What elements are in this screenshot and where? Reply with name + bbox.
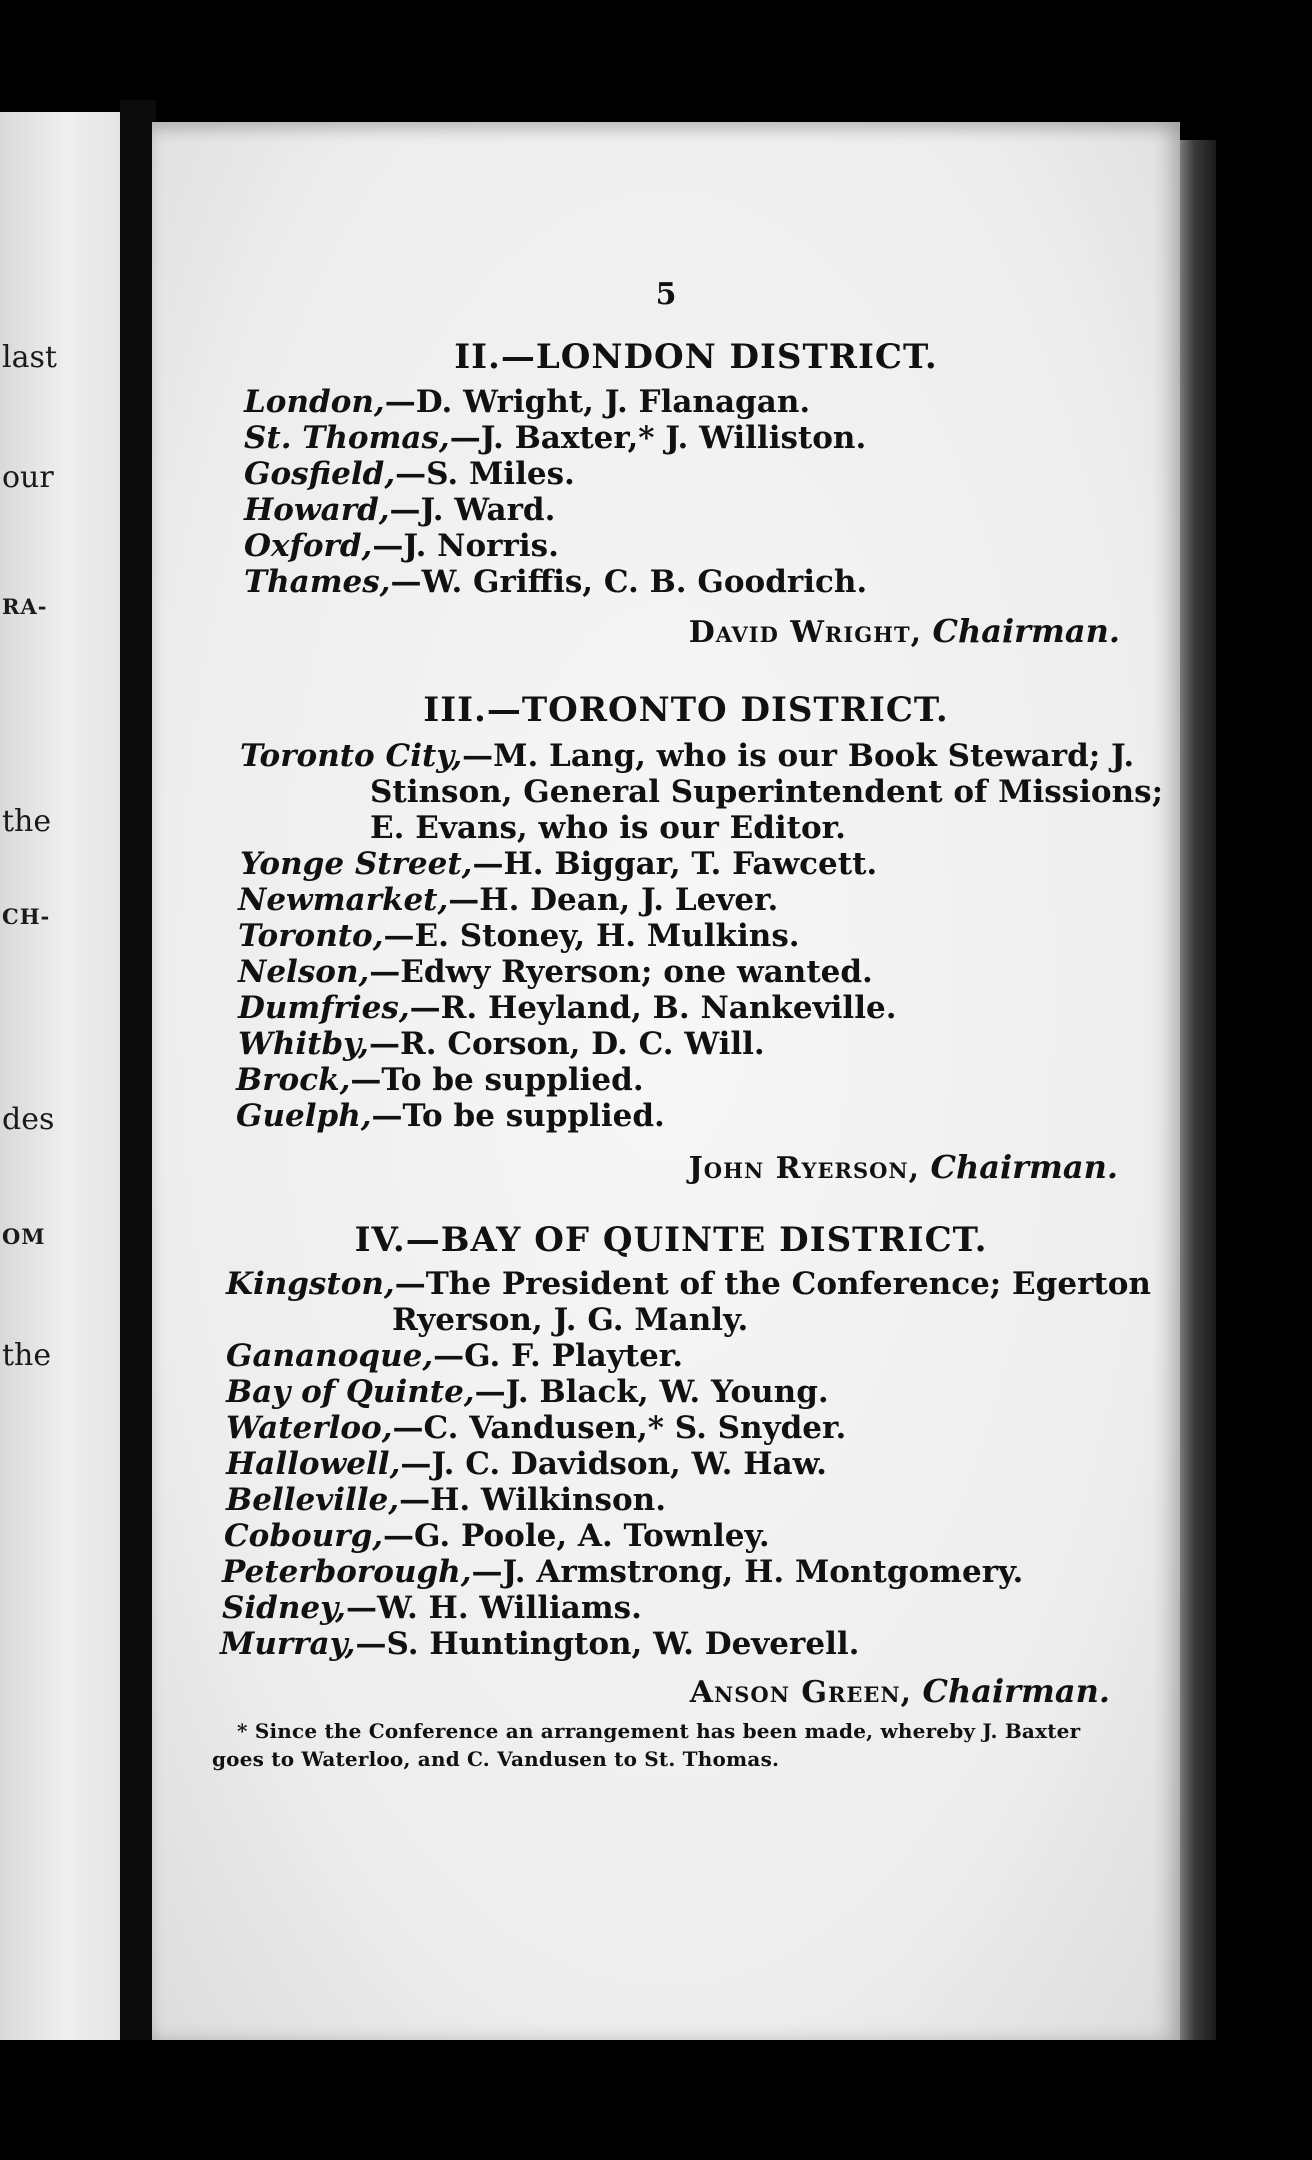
appointment-line: Nelson,—Edwy Ryerson; one wanted.	[238, 954, 873, 990]
appointment-line: Belleville,—H. Wilkinson.	[226, 1482, 667, 1518]
appointment-line: Toronto City,—M. Lang, who is our Book Steward; J.	[240, 738, 1135, 774]
appointment-line: St. Thomas,—J. Baxter,* J. Williston.	[244, 420, 867, 456]
appointment-line: Thames,—W. Griffis, C. B. Goodrich.	[244, 564, 868, 600]
appointment-line: Toronto,—E. Stoney, H. Mulkins.	[238, 918, 800, 954]
district-heading-toronto: III.—TORONTO DISTRICT.	[423, 690, 949, 730]
appointment-line-continued: E. Evans, who is our Editor.	[370, 810, 846, 846]
appointment-line: Howard,—J. Ward.	[244, 492, 556, 528]
appointment-line: Sidney,—W. H. Williams.	[222, 1590, 642, 1626]
left-page-fragment: RA-	[2, 594, 48, 619]
district-chairman: Anson Green, Chairman.	[689, 1672, 1110, 1710]
appointment-line: Yonge Street,—H. Biggar, T. Fawcett.	[240, 846, 878, 882]
appointment-line: Dumfries,—R. Heyland, B. Nankeville.	[238, 990, 897, 1026]
appointment-line: Guelph,—To be supplied.	[236, 1098, 665, 1134]
appointment-line: Oxford,—J. Norris.	[244, 528, 559, 564]
left-page-fragment: last	[2, 340, 57, 375]
footnote-line: * Since the Conference an arrangement has been made, whereby J. Baxter	[237, 1719, 1081, 1743]
appointment-line: Murray,—S. Huntington, W. Deverell.	[220, 1626, 860, 1662]
appointment-line: London,—D. Wright, J. Flanagan.	[244, 384, 811, 420]
left-page-fragment: OM	[2, 1224, 46, 1249]
footnote	[212, 1717, 1112, 1773]
page-number: 5	[655, 277, 677, 312]
appointment-line: Peterborough,—J. Armstrong, H. Montgomery.	[222, 1554, 1024, 1590]
district-heading-london: II.—LONDON DISTRICT.	[454, 337, 938, 377]
book-gutter	[120, 100, 156, 2050]
appointment-line: Gosfield,—S. Miles.	[244, 456, 575, 492]
district-heading-bay-of-quinte: IV.—BAY OF QUINTE DISTRICT.	[354, 1220, 988, 1260]
appointment-line: Waterloo,—C. Vandusen,* S. Snyder.	[226, 1410, 847, 1446]
left-page-fragment: the	[2, 1338, 52, 1373]
appointment-line: Whitby,—R. Corson, D. C. Will.	[238, 1026, 765, 1062]
appointment-line: Hallowell,—J. C. Davidson, W. Haw.	[226, 1446, 827, 1482]
left-page-fragment: des	[2, 1102, 55, 1137]
appointment-line: Bay of Quinte,—J. Black, W. Young.	[226, 1374, 829, 1410]
district-chairman: David Wright, Chairman.	[688, 612, 1120, 650]
left-page-fragment: CH-	[2, 904, 51, 929]
appointment-line: Cobourg,—G. Poole, A. Townley.	[224, 1518, 770, 1554]
scan-background-top	[0, 0, 1312, 110]
left-page-fragment: the	[2, 804, 52, 839]
appointment-line-continued: Ryerson, J. G. Manly.	[392, 1302, 749, 1338]
previous-page-edge	[0, 112, 120, 2042]
book-page	[152, 122, 1180, 2040]
appointment-line: Newmarket,—H. Dean, J. Lever.	[238, 882, 779, 918]
appointment-line-continued: Stinson, General Superintendent of Missions;	[370, 774, 1164, 810]
page-fore-edge	[1180, 140, 1216, 2040]
scan-background-bottom	[0, 2040, 1312, 2160]
appointment-line: Kingston,—The President of the Conference; Egerton	[226, 1266, 1151, 1302]
appointment-line: Brock,—To be supplied.	[236, 1062, 644, 1098]
footnote-line: goes to Waterloo, and C. Vandusen to St. Thomas.	[212, 1747, 780, 1771]
district-chairman: John Ryerson, Chairman.	[688, 1148, 1118, 1186]
left-page-fragment: our	[2, 460, 54, 495]
appointment-line: Gananoque,—G. F. Playter.	[226, 1338, 684, 1374]
